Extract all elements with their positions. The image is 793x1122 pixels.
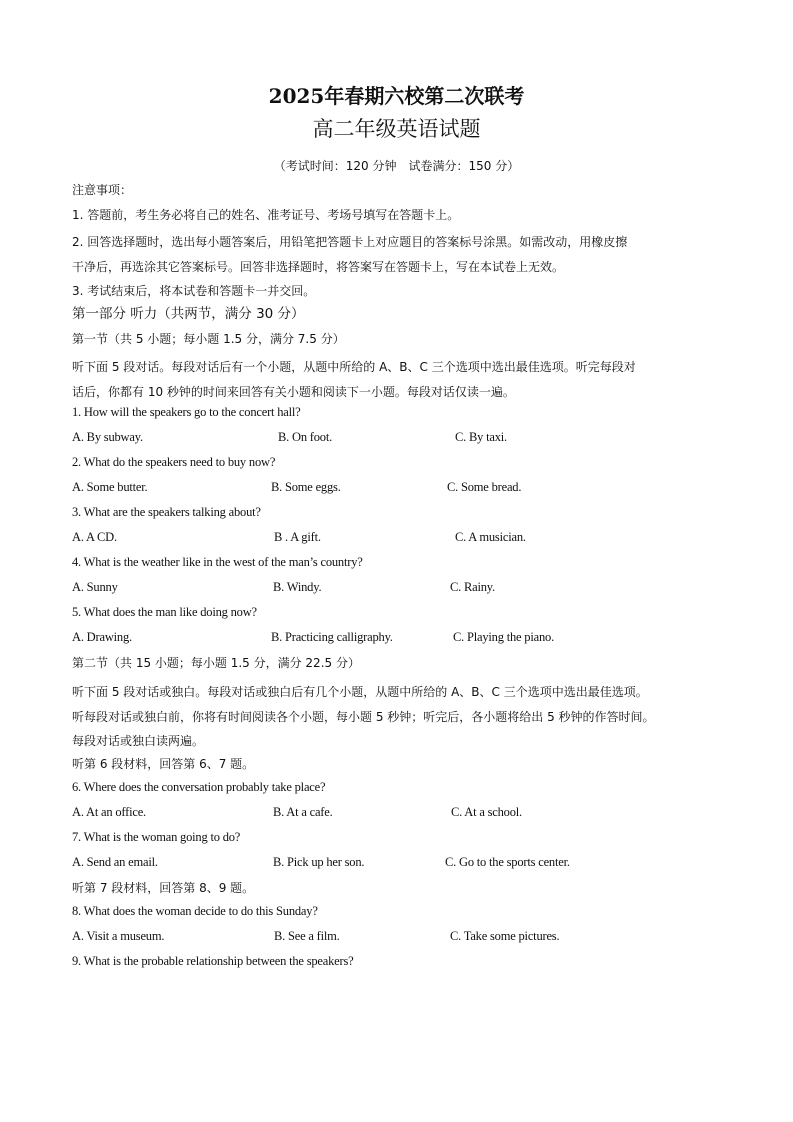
material-7-instruction: 听第 7 段材料，回答第 8、9 题。: [72, 881, 255, 895]
q8-option-b: B. See a film.: [274, 929, 340, 943]
q5-option-b: B. Practicing calligraphy.: [271, 630, 393, 644]
exam-info: （考试时间：120 分钟 试卷满分：150 分）: [273, 159, 520, 173]
section2-instructions-3: 每段对话或独白读两遍。: [72, 734, 205, 748]
question-6: 6. Where does the conversation probably take place?: [72, 780, 326, 794]
q4-option-c: C. Rainy.: [450, 580, 495, 594]
q1-option-c: C. By taxi.: [455, 430, 507, 444]
q2-option-a: A. Some butter.: [72, 480, 148, 494]
q6-option-c: C. At a school.: [451, 805, 522, 819]
q5-option-a: A. Drawing.: [72, 630, 132, 644]
q7-option-c: C. Go to the sports center.: [445, 855, 570, 869]
notice-item-3: 3. 考试结束后，将本试卷和答题卡一并交回。: [72, 284, 316, 298]
section1-instructions-2: 话后，你都有 10 秒钟的时间来回答有关小题和阅读下一小题。每段对话仅读一遍。: [72, 385, 515, 399]
q4-option-a: A. Sunny: [72, 580, 118, 594]
exam-subtitle: 高二年级英语试题: [312, 117, 481, 141]
question-3: 3. What are the speakers talking about?: [72, 505, 261, 519]
q4-option-b: B. Windy.: [273, 580, 322, 594]
question-8: 8. What does the woman decide to do this Sunday?: [72, 904, 318, 918]
notice-item-2-cont: 干净后，再选涂其它答案标号。回答非选择题时，将答案写在答题卡上，写在本试卷上无效。: [72, 260, 565, 274]
question-1: 1. How will the speakers go to the concert hall?: [72, 405, 301, 419]
section1-instructions-1: 听下面 5 段对话。每段对话后有一个小题，从题中所给的 A、B、C 三个选项中选出最佳选项。听完每段对: [72, 360, 636, 374]
question-5: 5. What does the man like doing now?: [72, 605, 257, 619]
exam-title: 2025年春期六校第二次联考: [268, 84, 525, 108]
section2-heading: 第二节（共 15 小题；每小题 1.5 分，满分 22.5 分）: [72, 656, 360, 670]
q7-option-b: B. Pick up her son.: [273, 855, 365, 869]
q6-option-a: A. At an office.: [72, 805, 146, 819]
q3-option-a: A. A CD.: [72, 530, 117, 544]
question-7: 7. What is the woman going to do?: [72, 830, 241, 844]
q5-option-c: C. Playing the piano.: [453, 630, 555, 644]
section2-instructions-1: 听下面 5 段对话或独白。每段对话或独白后有几个小题，从题中所给的 A、B、C 三个选项中选出最佳选项。: [72, 685, 648, 699]
part1-heading: 第一部分 听力（共两节，满分 30 分）: [72, 306, 305, 322]
q1-option-b: B. On foot.: [278, 430, 333, 444]
q1-option-a: A. By subway.: [72, 430, 143, 444]
q3-option-c: C. A musician.: [455, 530, 526, 544]
question-2: 2. What do the speakers need to buy now?: [72, 455, 276, 469]
section2-instructions-2: 听每段对话或独白前，你将有时间阅读各个小题，每小题 5 秒钟；听完后，各小题将给出 5 秒钟的作答时间。: [72, 710, 655, 724]
notice-item-1: 1. 答题前，考生务必将自己的姓名、准考证号、考场号填写在答题卡上。: [72, 208, 460, 222]
notice-item-2: 2. 回答选择题时，选出每小题答案后，用铅笔把答题卡上对应题目的答案标号涂黑。如需改动，用橡皮擦: [72, 235, 628, 249]
question-9: 9. What is the probable relationship between the speakers?: [72, 954, 354, 968]
material-6-instruction: 听第 6 段材料，回答第 6、7 题。: [72, 757, 255, 771]
q7-option-a: A. Send an email.: [72, 855, 158, 869]
section1-heading: 第一节（共 5 小题；每小题 1.5 分，满分 7.5 分）: [72, 332, 345, 346]
q8-option-c: C. Take some pictures.: [450, 929, 560, 943]
notice-heading: 注意事项：: [72, 183, 133, 197]
q2-option-b: B. Some eggs.: [271, 480, 341, 494]
q6-option-b: B. At a cafe.: [273, 805, 333, 819]
q2-option-c: C. Some bread.: [447, 480, 522, 494]
q8-option-a: A. Visit a museum.: [72, 929, 165, 943]
q3-option-b: B . A gift.: [274, 530, 321, 544]
question-4: 4. What is the weather like in the west of the man’s country?: [72, 555, 363, 569]
